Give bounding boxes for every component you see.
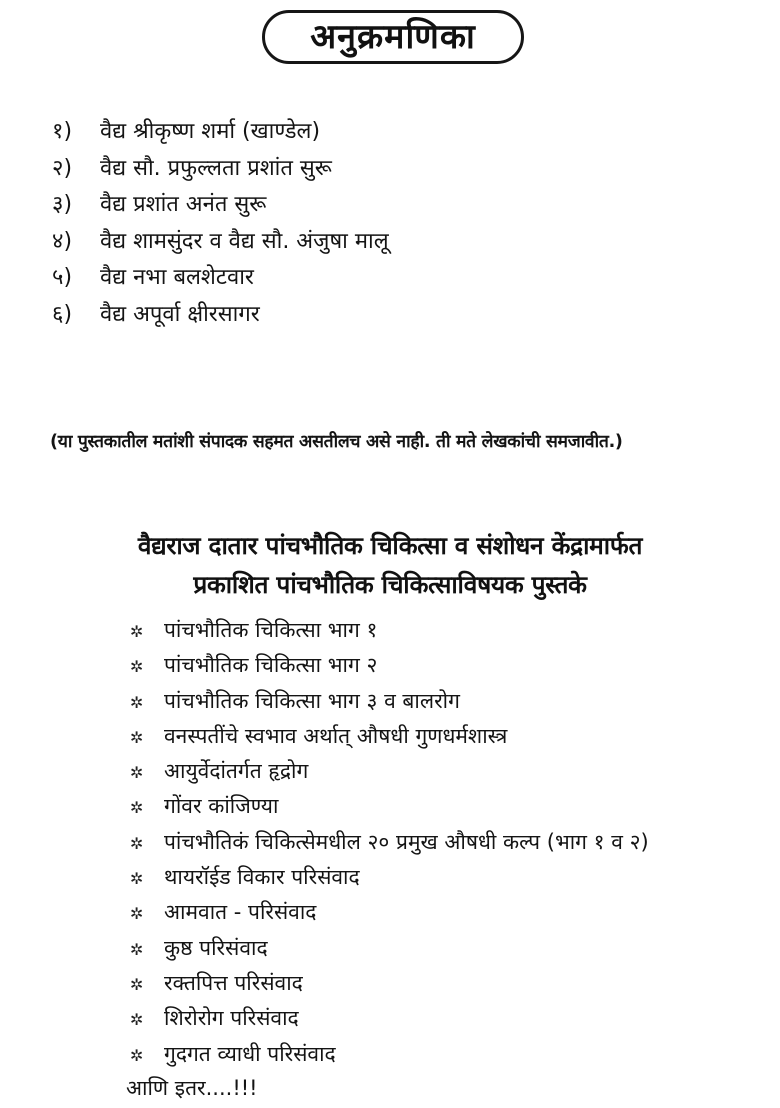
book-item xyxy=(130,789,649,824)
contributor-number: ४) xyxy=(52,228,73,254)
book-item xyxy=(130,684,649,719)
book-title: कुष्ठ परिसंवाद xyxy=(164,935,268,960)
contributor-name: वैद्य श्रीकृष्ण शर्मा (खाण्डेल) xyxy=(100,119,321,144)
contributor-name: वैद्य शामसुंदर व वैद्य सौ. अंजुषा मालू xyxy=(100,228,389,254)
asterisk-bullet-icon: ✲ xyxy=(130,657,144,677)
page-title: अनुक्रमणिका xyxy=(310,17,476,57)
book-title: शिरोरोग परिसंवाद xyxy=(164,1006,299,1031)
asterisk-bullet-icon: ✲ xyxy=(130,798,144,818)
asterisk-bullet-icon: ✲ xyxy=(130,1045,144,1065)
contributor-name: वैद्य सौ. प्रफुल्लता प्रशांत सुरू xyxy=(100,155,332,181)
book-title: थायरॉईड विकार परिसंवाद xyxy=(164,865,360,890)
book-item xyxy=(130,895,649,930)
asterisk-bullet-icon: ✲ xyxy=(130,974,144,994)
contributor-number: ६) xyxy=(52,301,73,327)
contributor-number: १) xyxy=(52,119,73,144)
contributor-name: वैद्य प्रशांत अनंत सुरू xyxy=(100,192,267,217)
book-title: गुदगत व्याधी परिसंवाद xyxy=(164,1041,336,1066)
contributor-item xyxy=(52,114,389,151)
asterisk-bullet-icon: ✲ xyxy=(130,763,144,783)
publisher-heading-line-1: वैद्यराज दातार पांचभौतिक चिकित्सा व संशोधन केंद्रामार्फत xyxy=(137,531,643,560)
book-item xyxy=(130,1001,649,1036)
book-item xyxy=(130,860,649,895)
publisher-heading xyxy=(0,526,780,604)
book-title: आयुर्वेदांतर्गत हृद्रोग xyxy=(164,759,309,784)
contributor-number: ५) xyxy=(52,265,73,290)
contributor-number: ३) xyxy=(52,192,73,217)
book-item xyxy=(130,966,649,1001)
asterisk-bullet-icon: ✲ xyxy=(130,1010,144,1030)
book-title: पांचभौतिक चिकित्सा भाग १ xyxy=(164,618,378,642)
book-title: वनस्पतींचे स्वभाव अर्थात् औषधी गुणधर्मशास्त्र xyxy=(164,723,508,748)
asterisk-bullet-icon: ✲ xyxy=(130,833,144,853)
book-title: आमवात - परिसंवाद xyxy=(164,900,317,925)
book-item xyxy=(130,754,649,789)
book-item xyxy=(130,613,649,648)
disclaimer-note: (या पुस्तकातील मतांशी संपादक सहमत असतीलच असे नाही. ती मते लेखकांची समजावीत.) xyxy=(50,432,623,452)
asterisk-bullet-icon: ✲ xyxy=(130,939,144,959)
book-item xyxy=(130,648,649,683)
asterisk-bullet-icon: ✲ xyxy=(130,904,144,924)
contributor-item xyxy=(52,187,389,224)
book-title: पांचभौतिक चिकित्सा भाग ३ व बालरोग xyxy=(164,688,460,713)
and-others-text: आणि इतर....!!! xyxy=(126,1076,258,1100)
contributor-item xyxy=(52,297,389,334)
book-title: गोंवर कांजिण्या xyxy=(164,794,279,819)
asterisk-bullet-icon: ✲ xyxy=(130,727,144,747)
book-item xyxy=(130,719,649,754)
books-list xyxy=(130,613,649,1072)
contributor-name: वैद्य नभा बलशेटवार xyxy=(100,265,254,290)
book-item xyxy=(130,825,649,860)
book-title: पांचभौतिक चिकित्सा भाग २ xyxy=(164,653,378,678)
contributors-list xyxy=(52,114,389,333)
contributor-number: २) xyxy=(52,155,73,181)
book-title: पांचभौतिकं चिकित्सेमधील २० प्रमुख औषधी कल्प (भाग १ व २) xyxy=(164,829,649,854)
asterisk-bullet-icon: ✲ xyxy=(130,692,144,712)
publisher-heading-line-2: प्रकाशित पांचभौतिक चिकित्साविषयक पुस्तके xyxy=(193,570,587,599)
contributor-item xyxy=(52,224,389,261)
title-frame xyxy=(262,10,524,64)
contributor-item xyxy=(52,260,389,297)
book-title: रक्तपित्त परिसंवाद xyxy=(164,970,303,995)
contributor-item xyxy=(52,151,389,188)
asterisk-bullet-icon: ✲ xyxy=(130,622,144,641)
book-item xyxy=(130,931,649,966)
contributor-name: वैद्य अपूर्वा क्षीरसागर xyxy=(100,301,260,327)
book-item xyxy=(130,1037,649,1072)
asterisk-bullet-icon: ✲ xyxy=(130,869,144,889)
